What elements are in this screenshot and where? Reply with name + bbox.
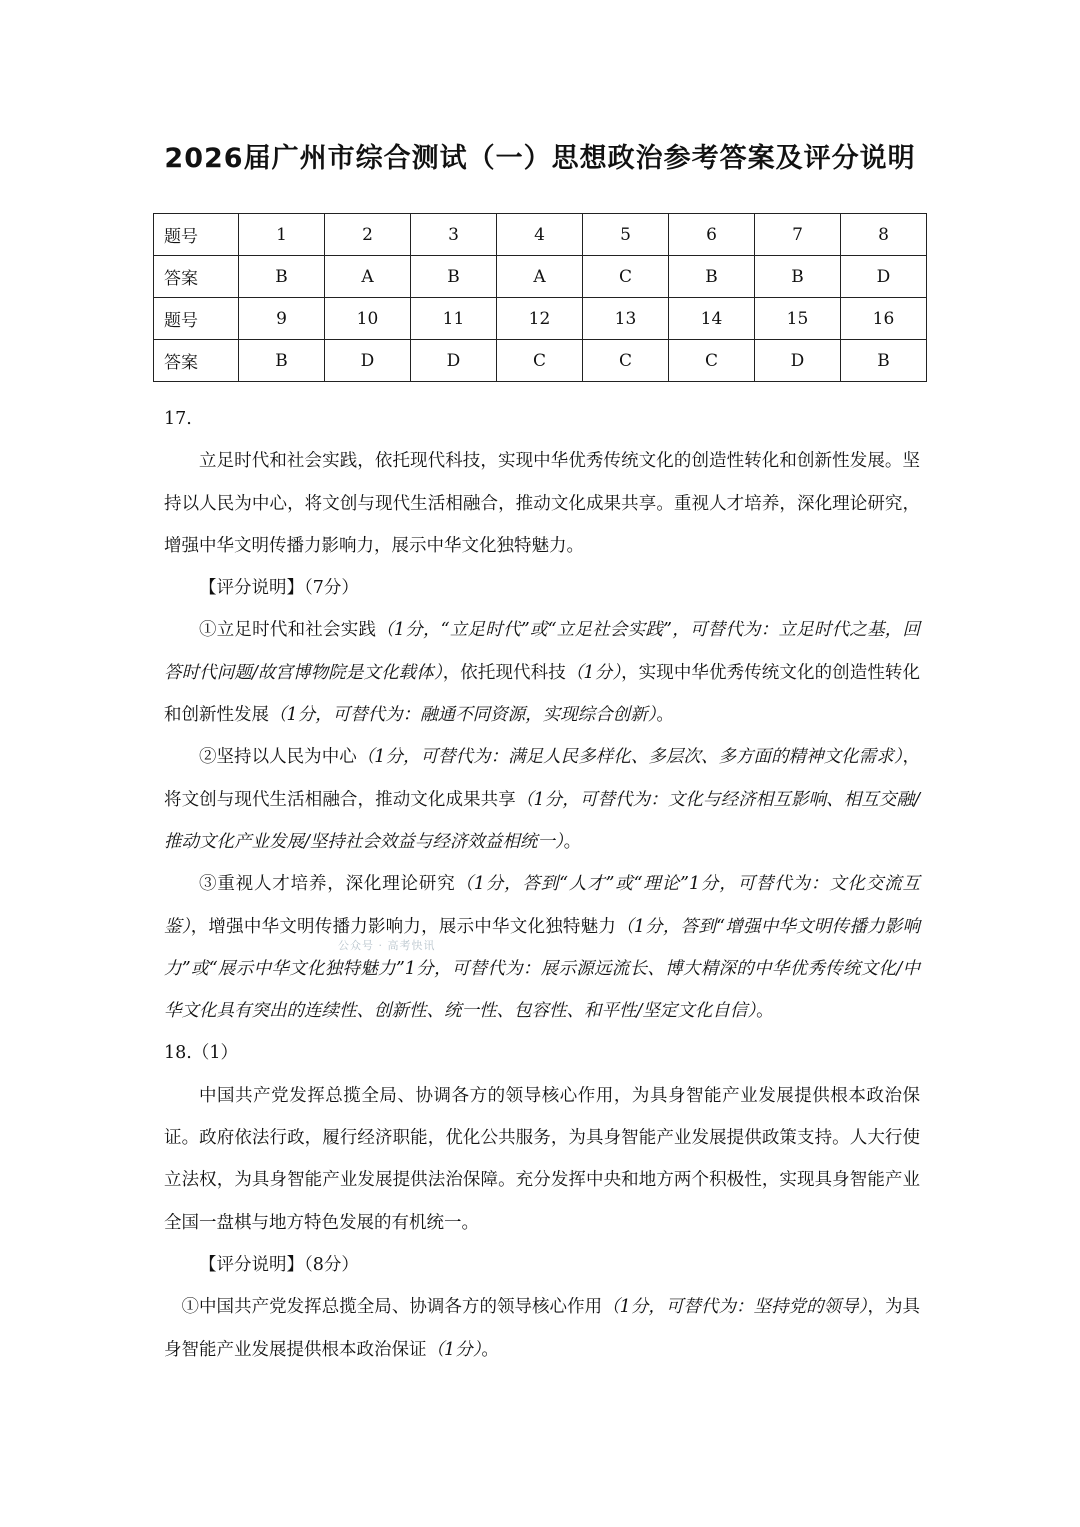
q17-point-1: ①立足时代和社会实践（1分，“立足时代”或“立足社会实践”，可替代为：立足时代之基，回答时代问题/故宫博物院是文化载体），依托现代科技（1分），实现中华优秀传统文化的创造性转化和创新性发展（1分，可替代为：融通不同资源，实现综合创新）。 — [164, 620, 921, 726]
table-row — [154, 298, 927, 340]
table-cell: 9 — [239, 298, 325, 340]
answer-table — [153, 213, 927, 382]
table-cell: 7 — [755, 214, 841, 256]
row-header: 答案 — [154, 340, 239, 382]
q18-number: 18.（1） — [164, 1043, 238, 1064]
row-header: 题号 — [154, 298, 239, 340]
watermark: 公众号 · 高考快讯 — [338, 939, 436, 952]
page-title: 2026届广州市综合测试（一）思想政治参考答案及评分说明 — [164, 143, 916, 174]
q18-score-title: 【评分说明】（8分） — [199, 1254, 359, 1275]
table-cell: 16 — [841, 298, 927, 340]
table-cell: B — [239, 340, 325, 382]
row-header: 题号 — [154, 214, 239, 256]
table-cell: C — [583, 256, 669, 298]
table-cell: C — [497, 340, 583, 382]
table-cell: C — [669, 340, 755, 382]
table-cell: D — [325, 340, 411, 382]
table-cell: D — [841, 256, 927, 298]
table-cell: 15 — [755, 298, 841, 340]
table-cell: B — [411, 256, 497, 298]
q17-score-title: 【评分说明】（7分） — [199, 578, 359, 599]
table-cell: 6 — [669, 214, 755, 256]
table-cell: 2 — [325, 214, 411, 256]
q17-point-2: ②坚持以人民为中心（1分，可替代为：满足人民多样化、多层次、多方面的精神文化需求），将文创与现代生活相融合，推动文化成果共享（1分，可替代为：文化与经济相互影响、相互交融/推动文化产业发展/坚持社会效益与经济效益相统一）。 — [164, 747, 921, 852]
q17-answer: 立足时代和社会实践，依托现代科技，实现中华优秀传统文化的创造性转化和创新性发展。坚持以人民为中心，将文创与现代生活相融合，推动文化成果共享。重视人才培养，深化理论研究，增强中华文明传播力影响力，展示中华文化独特魅力。 — [164, 451, 920, 556]
table-cell: 14 — [669, 298, 755, 340]
table-cell: 13 — [583, 298, 669, 340]
table-cell: 1 — [239, 214, 325, 256]
table-row — [154, 214, 927, 256]
table-cell: 12 — [497, 298, 583, 340]
table-cell: 5 — [583, 214, 669, 256]
table-cell: B — [755, 256, 841, 298]
table-cell: B — [239, 256, 325, 298]
table-cell: 3 — [411, 214, 497, 256]
q17-number: 17. — [164, 409, 192, 429]
table-cell: D — [411, 340, 497, 382]
table-cell: C — [583, 340, 669, 382]
table-cell: D — [755, 340, 841, 382]
table-cell: 11 — [411, 298, 497, 340]
answer-content — [164, 398, 920, 1371]
q18-point-1: ①中国共产党发挥总揽全局、协调各方的领导核心作用（1分，可替代为：坚持党的领导），为具身智能产业发展提供根本政治保证（1分）。 — [164, 1297, 921, 1360]
row-header: 答案 — [154, 256, 239, 298]
table-cell: 4 — [497, 214, 583, 256]
table-cell: 10 — [325, 298, 411, 340]
table-row — [154, 256, 927, 298]
q18-answer: 中国共产党发挥总揽全局、协调各方的领导核心作用，为具身智能产业发展提供根本政治保证。政府依法行政，履行经济职能，优化公共服务，为具身智能产业发展提供政策支持。人大行使立法权，为具身智能产业发展提供法治保障。充分发挥中央和地方两个积极性，实现具身智能产业全国一盘棋与地方特色发展的有机统一。 — [164, 1085, 920, 1233]
table-cell: B — [841, 340, 927, 382]
table-cell: B — [669, 256, 755, 298]
q17-point-3: ③重视人才培养，深化理论研究（1分，答到“人才”或“理论”1分，可替代为：文化交流互鉴），增强中华文明传播力影响力，展示中华文化独特魅力（1分，答到“增强中华文明传播力影响力”或“展示中华文化独特魅力”1分，可替代为：展示源远流长、博大精深的中华优秀传统文化/中华文化具有突出的连续性、创新性、统一性、包容性、和平性/坚定文化自信）。 — [164, 874, 920, 1022]
table-cell: A — [325, 256, 411, 298]
table-row — [154, 340, 927, 382]
table-cell: 8 — [841, 214, 927, 256]
table-cell: A — [497, 256, 583, 298]
